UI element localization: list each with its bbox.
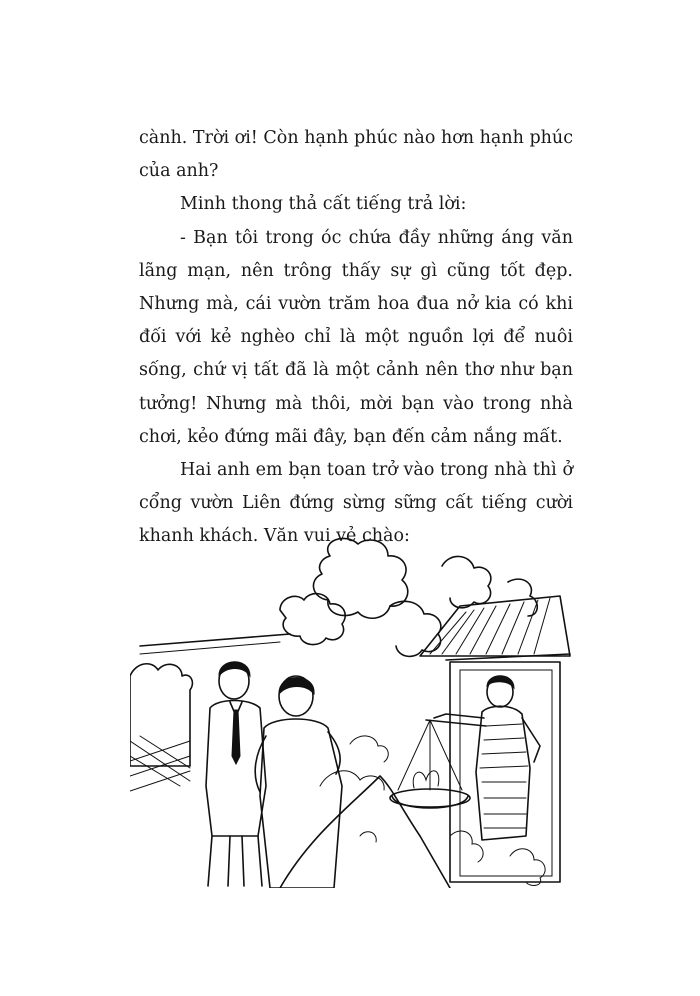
tree-canopy (313, 538, 407, 618)
paragraph-2: Minh thong thả cất tiếng trả lời: (180, 194, 467, 215)
ink-drawing (130, 536, 582, 888)
boy-back-view (255, 676, 342, 888)
basket-on-pole (390, 720, 486, 808)
paragraph-3: - Bạn tôi trong óc chứa đầy những áng văn lãng mạn, nên trông thấy sự gì cũng tốt đẹp. Nhưng mà, cái vườn trăm hoa đua nở kia có khi đối với kẻ nghèo chỉ là một nguồn lợi để nuôi sống, chứ vị tất đã là một cảnh nên thơ như bạn tưởng! Nhưng mà thôi, mời bạn vào trong nhà chơi, kẻo đứng mãi đây, bạn đến cảm nắng mất. (139, 227, 573, 447)
lattice-fence (130, 736, 190, 791)
house-doorway (450, 662, 560, 882)
garden-illustration (130, 536, 582, 888)
boy-with-tie (206, 662, 266, 886)
paragraph-1: cành. Trời ơi! Còn hạnh phúc nào hơn hạnh phúc của anh? (139, 128, 573, 182)
body-text (139, 122, 573, 554)
paragraph-4: Hai anh em bạn toan trở vào trong nhà thì ở cổng vườn Liên đứng sừng sững cất tiếng cười khanh khách. Văn vui vẻ chào: (139, 460, 573, 547)
